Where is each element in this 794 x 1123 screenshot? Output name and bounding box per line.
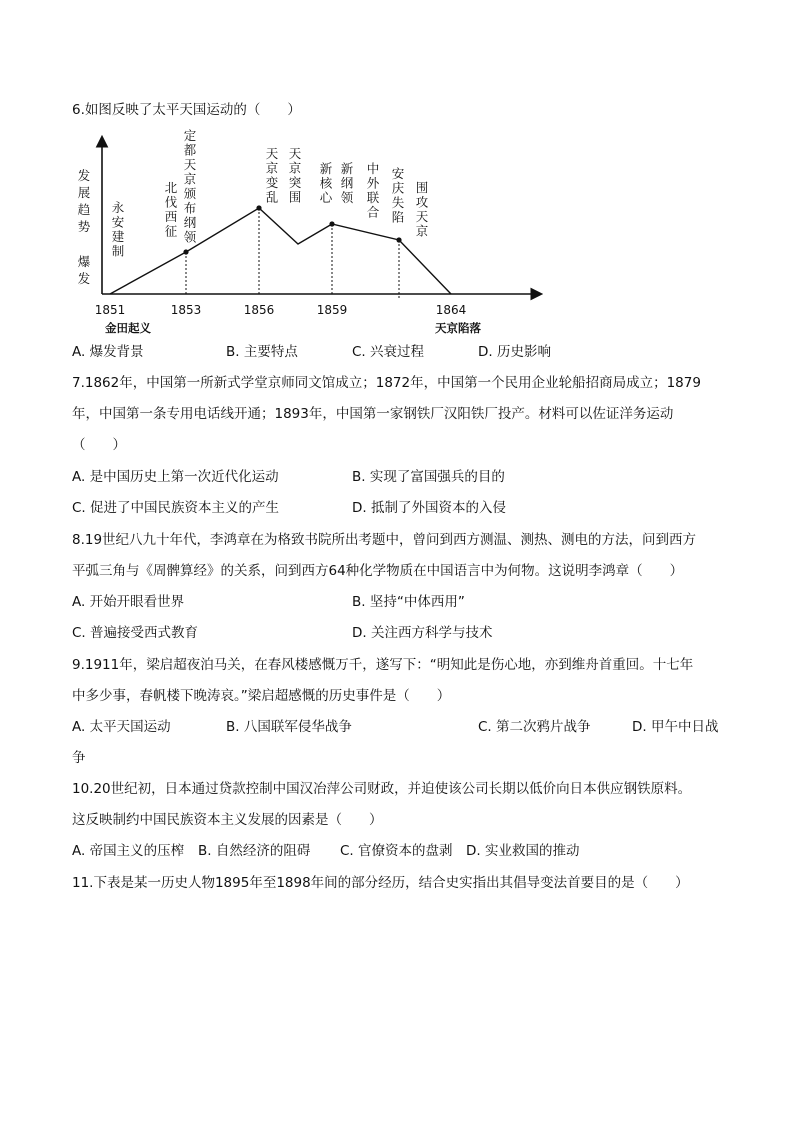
q7-option-b: B. 实现了富国强兵的目的 bbox=[352, 469, 505, 485]
svg-text:展: 展 bbox=[77, 185, 91, 200]
event-label-7 bbox=[367, 161, 380, 220]
event-label-6 bbox=[341, 161, 354, 205]
y-label-trend-text bbox=[78, 168, 91, 234]
svg-text:安: 安 bbox=[111, 214, 125, 230]
q7-option-a: A. 是中国历史上第一次近代化运动 bbox=[72, 469, 279, 485]
q9-stem-line1: 9.1911年，梁启超夜泊马关，在春风楼感慨万千，遂写下：“明知此是伤心地，亦到维舟首重回。十七年 bbox=[72, 657, 694, 673]
q10-option-a: A. 帝国主义的压榨 bbox=[72, 843, 185, 859]
tick-1864: 1864 bbox=[435, 303, 467, 317]
svg-text:京: 京 bbox=[288, 160, 302, 176]
svg-text:纲: 纲 bbox=[183, 215, 197, 230]
svg-text:中: 中 bbox=[366, 161, 380, 176]
q9-option-d-wrap: 争 bbox=[72, 750, 86, 766]
q10-option-b: B. 自然经济的阻碍 bbox=[198, 843, 311, 859]
svg-text:攻: 攻 bbox=[415, 194, 429, 210]
svg-text:领: 领 bbox=[183, 229, 197, 245]
svg-text:核: 核 bbox=[319, 175, 333, 191]
q6-option-c: C. 兴衰过程 bbox=[352, 344, 425, 360]
tick-1853: 1853 bbox=[170, 303, 202, 317]
q10-stem-line2: 这反映制约中国民族资本主义发展的因素是（ ） bbox=[72, 812, 383, 828]
q10-stem-line1: 10.20世纪初，日本通过贷款控制中国汉冶萍公司财政，并迫使该公司长期以低价向日本供应钢铁原料。 bbox=[72, 781, 692, 797]
svg-text:安: 安 bbox=[391, 166, 405, 181]
q7-option-c: C. 促进了中国民族资本主义的产生 bbox=[72, 500, 280, 516]
label-jintian: 金田起义 bbox=[105, 321, 151, 335]
svg-text:围: 围 bbox=[415, 180, 429, 195]
svg-text:天: 天 bbox=[183, 157, 197, 172]
q7-stem-line1: 7.1862年，中国第一所新式学堂京师同文馆成立；1872年，中国第一个民用企业轮船招商局成立；1879 bbox=[72, 375, 701, 391]
svg-text:天: 天 bbox=[415, 209, 429, 224]
svg-text:天: 天 bbox=[265, 146, 279, 161]
svg-text:发: 发 bbox=[77, 271, 91, 286]
q6-stem: 6.如图反映了太平天国运动的（ ） bbox=[72, 102, 301, 118]
q6-option-b: B. 主要特点 bbox=[226, 344, 298, 360]
svg-text:布: 布 bbox=[183, 200, 197, 216]
q7-stem-line3: （ ） bbox=[72, 437, 126, 453]
taiping-trend-figure bbox=[70, 128, 550, 338]
svg-text:征: 征 bbox=[164, 223, 178, 239]
q8-option-a: A. 开始开眼看世界 bbox=[72, 594, 185, 610]
q10-option-d: D. 实业救国的推动 bbox=[466, 843, 580, 859]
tick-1856: 1856 bbox=[243, 303, 275, 317]
q8-stem-line1: 8.19世纪八九十年代，李鸿章在为格致书院所出考题中，曾问到西方测温、测热、测电的方法，问到西方 bbox=[72, 532, 697, 548]
q6-option-d: D. 历史影响 bbox=[478, 344, 551, 360]
svg-text:纲: 纲 bbox=[340, 175, 354, 191]
q9-stem-line2: 中多少事，春帆楼下晚涛哀。”梁启超感慨的历史事件是（ ） bbox=[72, 688, 451, 704]
svg-text:外: 外 bbox=[366, 175, 380, 191]
q8-option-d: D. 关注西方科学与技术 bbox=[352, 625, 493, 641]
svg-text:新: 新 bbox=[319, 161, 333, 176]
event-label-2 bbox=[165, 180, 178, 239]
svg-text:变: 变 bbox=[265, 175, 279, 190]
y-label-outbreak-text bbox=[78, 254, 91, 286]
svg-text:天: 天 bbox=[288, 146, 302, 161]
svg-text:都: 都 bbox=[183, 142, 197, 158]
svg-text:联: 联 bbox=[366, 190, 380, 205]
q8-option-c: C. 普遍接受西式教育 bbox=[72, 625, 199, 641]
event-label-4 bbox=[289, 146, 302, 205]
tick-1851: 1851 bbox=[94, 303, 126, 317]
svg-text:围: 围 bbox=[288, 189, 302, 205]
event-label-0 bbox=[112, 200, 125, 259]
svg-text:京: 京 bbox=[183, 171, 197, 187]
svg-text:心: 心 bbox=[319, 190, 333, 205]
label-tianjing-fall: 天京陷落 bbox=[435, 321, 481, 335]
q11-stem: 11.下表是某一历史人物1895年至1898年间的部分经历，结合史实指出其倡导变法首要目的是（ ） bbox=[72, 875, 689, 891]
svg-text:势: 势 bbox=[77, 219, 91, 234]
svg-text:建: 建 bbox=[111, 229, 125, 244]
q9-option-c: C. 第二次鸦片战争 bbox=[478, 719, 591, 735]
q10-option-c: C. 官僚资本的盘剥 bbox=[340, 843, 453, 859]
svg-text:定: 定 bbox=[183, 128, 197, 143]
svg-text:制: 制 bbox=[111, 243, 125, 259]
q9-option-d: D. 甲午中日战 bbox=[632, 719, 719, 735]
svg-text:西: 西 bbox=[164, 209, 178, 224]
q8-option-b: B. 坚持“中体西用” bbox=[352, 594, 465, 610]
svg-text:突: 突 bbox=[288, 175, 302, 190]
svg-text:京: 京 bbox=[265, 160, 279, 176]
event-labels bbox=[112, 128, 429, 259]
q7-option-d: D. 抵制了外国资本的入侵 bbox=[352, 500, 506, 516]
q7-stem-line2: 年，中国第一条专用电话线开通；1893年，中国第一家钢铁厂汉阳铁厂投产。材料可以佐证洋务运动 bbox=[72, 406, 674, 422]
svg-text:新: 新 bbox=[340, 161, 354, 176]
y-label-trend bbox=[78, 168, 91, 234]
svg-text:京: 京 bbox=[415, 223, 429, 239]
svg-text:永: 永 bbox=[111, 200, 125, 215]
event-label-9 bbox=[416, 180, 429, 239]
event-label-8 bbox=[392, 166, 405, 225]
tick-1859: 1859 bbox=[316, 303, 348, 317]
svg-text:失: 失 bbox=[391, 195, 405, 210]
event-label-5 bbox=[320, 161, 333, 205]
q9-option-a: A. 太平天国运动 bbox=[72, 719, 171, 735]
svg-text:庆: 庆 bbox=[391, 180, 405, 196]
svg-text:陷: 陷 bbox=[391, 209, 405, 225]
svg-text:颁: 颁 bbox=[183, 186, 197, 201]
svg-text:领: 领 bbox=[340, 190, 354, 205]
svg-text:伐: 伐 bbox=[164, 194, 178, 210]
svg-text:趋: 趋 bbox=[77, 202, 91, 217]
event-label-3 bbox=[266, 146, 279, 205]
y-label-outbreak bbox=[78, 254, 91, 286]
svg-text:发: 发 bbox=[77, 168, 91, 183]
svg-text:合: 合 bbox=[366, 204, 380, 220]
event-label-1 bbox=[184, 128, 197, 245]
svg-text:北: 北 bbox=[164, 180, 178, 195]
q8-stem-line2: 平弧三角与《周髀算经》的关系，问到西方64种化学物质在中国语言中为何物。这说明李鸿章（ ） bbox=[72, 563, 684, 579]
q6-option-a: A. 爆发背景 bbox=[72, 344, 144, 360]
svg-text:爆: 爆 bbox=[77, 254, 91, 269]
svg-text:乱: 乱 bbox=[265, 189, 279, 205]
q9-option-b: B. 八国联军侵华战争 bbox=[226, 719, 352, 735]
